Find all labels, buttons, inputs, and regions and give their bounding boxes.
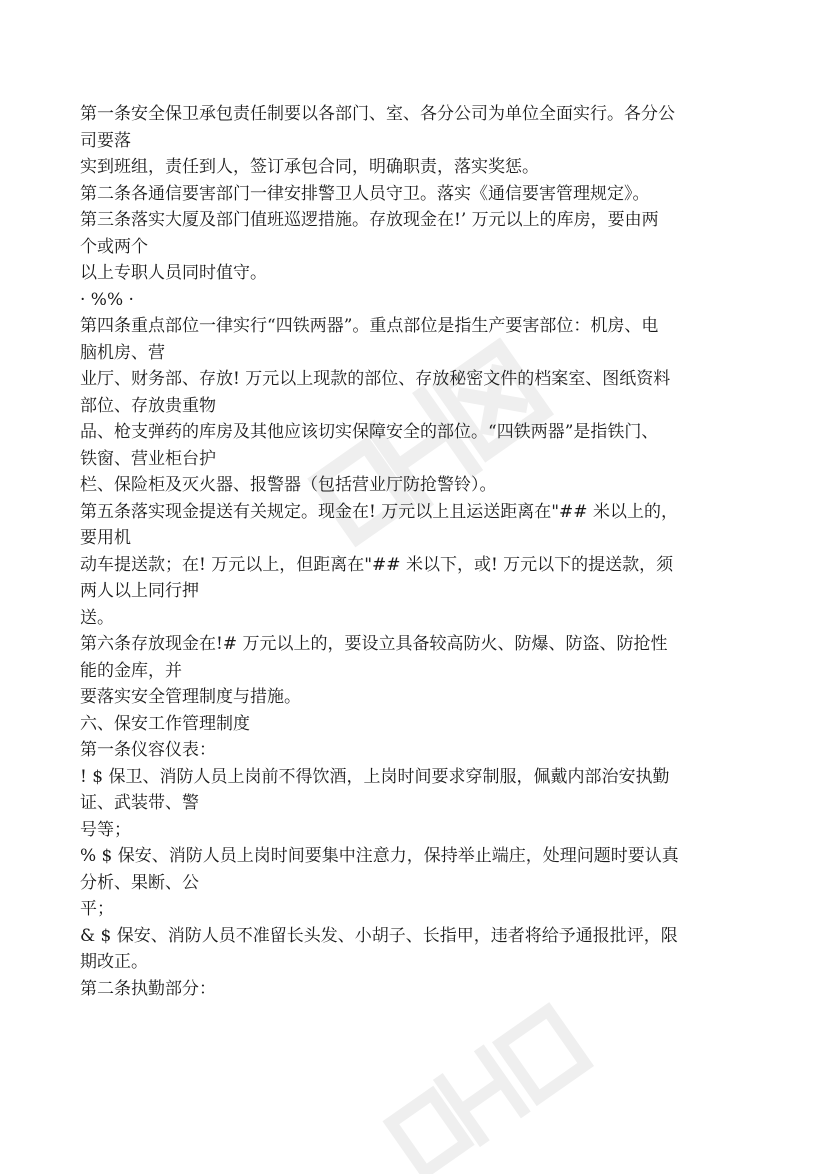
text-line: 第三条落实大厦及部门值班巡逻措施。存放现金在!’ 万元以上的库房，要由两 <box>80 210 659 230</box>
text-line: 两人以上同行押 <box>80 581 199 601</box>
text-line: ! $ 保卫、消防人员上岗前不得饮酒，上岗时间要求穿制服，佩戴内部治安执勤 <box>80 766 670 787</box>
text-line: 要用机 <box>80 528 131 548</box>
text-line: · %% · <box>80 289 134 310</box>
text-line: % $ 保安、消防人员上岗时间要集中注意力，保持举止端庄，处理问题时要认真 <box>80 846 679 866</box>
text-line: 以上专职人员同时值守。 <box>80 263 267 283</box>
text-line: 第二条各通信要害部门一律安排警卫人员守卫。落实《通信要害管理规定》。 <box>80 183 650 204</box>
text-line: 第六条存放现金在!# 万元以上的，要设立具备较高防火、防爆、防盗、防抢性 <box>80 634 668 654</box>
document-body <box>80 101 760 1002</box>
text-line: 部位、存放贵重物 <box>80 395 216 416</box>
text-line: 品、枪支弹药的库房及其他应该切实保障安全的部位。“四铁两器”是指铁门、 <box>80 422 659 442</box>
text-line: 脑机房、营 <box>80 342 165 363</box>
text-line: & $ 保安、消防人员不准留长头发、小胡子、长指甲，违者将给予通报批评，限 <box>80 925 678 946</box>
text-line: 个或两个 <box>80 236 148 257</box>
text-line: 要落实安全管理制度与措施。 <box>80 687 301 707</box>
text-line: 第五条落实现金提送有关规定。现金在! 万元以上且运送距离在"## 米以上的， <box>80 501 678 522</box>
text-line: 第二条执勤部分： <box>80 978 216 999</box>
text-line: 栏、保险柜及灭火器、报警器（包括营业厅防抢警铃）。 <box>80 475 497 495</box>
text-line: 业厅、财务部、存放! 万元以上现款的部位、存放秘密文件的档案室、图纸资料 <box>80 369 671 389</box>
text-line: 第一条仪容仪表： <box>80 740 216 760</box>
text-line: 分析、果断、公 <box>80 872 199 893</box>
text-line: 第四条重点部位一律实行“四铁两器”。重点部位是指生产要害部位：机房、电 <box>80 316 659 336</box>
text-line: 证、武装带、警 <box>80 793 199 813</box>
text-line: 送。 <box>80 607 114 628</box>
text-line: 号等； <box>80 819 131 840</box>
text-line: 期改正。 <box>80 952 148 972</box>
text-line: 平； <box>80 899 114 919</box>
text-line: 铁窗、营业柜台护 <box>80 448 216 469</box>
text-line: 动车提送款；在! 万元以上，但距离在"## 米以下，或! 万元以下的提送款，须 <box>80 554 674 575</box>
text-line: 司要落 <box>80 130 131 151</box>
watermark-icon <box>360 1000 620 1174</box>
text-line: 六、保安工作管理制度 <box>80 713 250 734</box>
text-line: 能的金库，并 <box>80 660 182 681</box>
text-line: 实到班组，责任到人，签订承包合同，明确职责，落实奖惩。 <box>80 157 539 177</box>
text-line: 第一条安全保卫承包责任制要以各部门、室、各分公司为单位全面实行。各分公 <box>80 104 675 124</box>
